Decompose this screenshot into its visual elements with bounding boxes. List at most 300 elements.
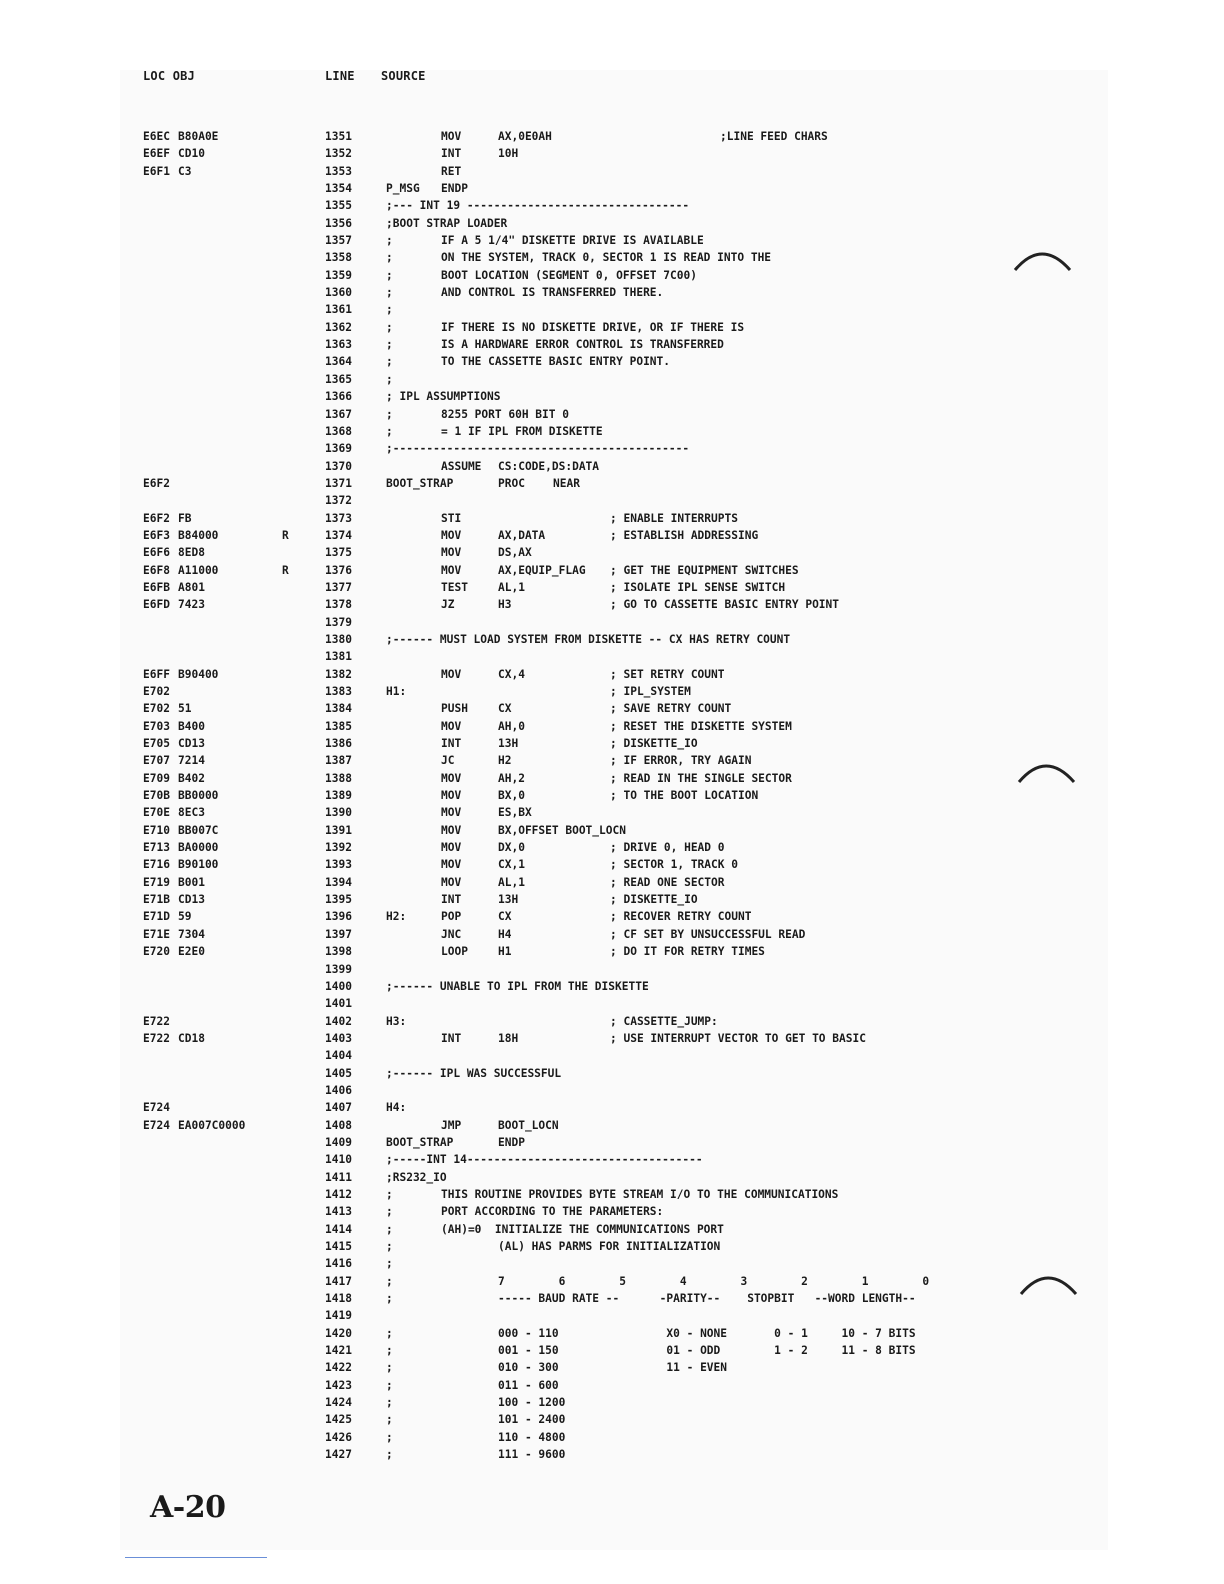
listing-row xyxy=(0,579,1224,596)
page-number: A-20 xyxy=(150,1490,226,1525)
opcode-cell: ON THE SYSTEM, TRACK 0, SECTOR 1 IS READ INTO THE xyxy=(441,251,772,265)
line-number: 1355 xyxy=(325,199,352,213)
comment-line: ;BOOT STRAP LOADER xyxy=(386,216,508,230)
loc-cell: E716 xyxy=(143,858,170,872)
line-number: 1422 xyxy=(325,1361,352,1375)
line-number: 1384 xyxy=(325,702,352,716)
operand-cell: 010 - 300 11 - EVEN xyxy=(498,1361,728,1375)
obj-cell: E2E0 xyxy=(178,945,205,959)
listing-row xyxy=(0,1359,1224,1376)
comment-marker: ; xyxy=(386,1257,393,1271)
comment-marker: ; xyxy=(386,320,393,334)
line-number: 1397 xyxy=(325,927,352,941)
listing-row xyxy=(0,1203,1224,1220)
line-number: 1411 xyxy=(325,1170,352,1184)
loc-cell: E722 xyxy=(143,1014,170,1028)
opcode-cell: INT xyxy=(441,893,462,907)
line-number: 1425 xyxy=(325,1413,352,1427)
line-number: 1393 xyxy=(325,858,352,872)
listing-row xyxy=(0,735,1224,752)
line-number: 1364 xyxy=(325,355,352,369)
opcode-cell: INT xyxy=(441,737,462,751)
line-number: 1375 xyxy=(325,546,352,560)
opcode-cell: IF A 5 1/4" DISKETTE DRIVE IS AVAILABLE xyxy=(441,234,704,248)
listing-row xyxy=(0,1342,1224,1359)
listing-row xyxy=(0,804,1224,821)
opcode-cell: INT xyxy=(441,147,462,161)
line-number: 1380 xyxy=(325,632,352,646)
opcode-cell: IS A HARDWARE ERROR CONTROL IS TRANSFERRED xyxy=(441,338,724,352)
loc-cell: E70E xyxy=(143,806,170,820)
opcode-cell: MOV xyxy=(441,841,462,855)
listing-row xyxy=(0,1307,1224,1324)
line-number: 1361 xyxy=(325,303,352,317)
operand-cell: CS:CODE,DS:DATA xyxy=(498,459,600,473)
loc-cell: E6F2 xyxy=(143,511,170,525)
loc-cell: E6F1 xyxy=(143,164,170,178)
comment-cell: ; CASSETTE_JUMP: xyxy=(610,1014,718,1028)
loc-cell: E6EC xyxy=(143,130,170,143)
comment-cell: ; CF SET BY UNSUCCESSFUL READ xyxy=(610,927,806,941)
obj-cell: B400 xyxy=(178,719,205,733)
line-number: 1394 xyxy=(325,875,352,889)
obj-cell: 7214 xyxy=(178,754,205,768)
listing-row xyxy=(0,1169,1224,1186)
comment-cell: ;LINE FEED CHARS xyxy=(720,130,828,143)
comment-cell: ; IF ERROR, TRY AGAIN xyxy=(610,754,752,768)
line-number: 1373 xyxy=(325,511,352,525)
opcode-cell: BOOT LOCATION (SEGMENT 0, OFFSET 7C00) xyxy=(441,268,697,282)
opcode-cell: MOV xyxy=(441,130,462,143)
obj-cell: EA007C0000 xyxy=(178,1118,246,1132)
listing-row xyxy=(0,1446,1224,1463)
line-number: 1357 xyxy=(325,234,352,248)
comment-line: ;------ UNABLE TO IPL FROM THE DISKETTE xyxy=(386,979,649,993)
loc-cell: E720 xyxy=(143,945,170,959)
listing-row xyxy=(0,978,1224,995)
comment-cell: ; TO THE BOOT LOCATION xyxy=(610,789,759,803)
comment-cell: ; DISKETTE_IO xyxy=(610,737,698,751)
comment-marker: ; xyxy=(386,407,393,421)
operand-cell: BX,OFFSET BOOT_LOCN xyxy=(498,823,626,837)
obj-cell: BA0000 xyxy=(178,841,219,855)
line-number: 1427 xyxy=(325,1448,352,1462)
loc-cell: E71B xyxy=(143,893,170,907)
operand-cell: AL,1 xyxy=(498,875,525,889)
comment-cell: ; IPL_SYSTEM xyxy=(610,685,691,698)
opcode-cell: = 1 IF IPL FROM DISKETTE xyxy=(441,424,603,438)
opcode-cell: MOV xyxy=(441,789,462,803)
line-number: 1363 xyxy=(325,338,352,352)
listing-row xyxy=(0,1221,1224,1238)
comment-marker: ; xyxy=(386,1222,393,1236)
line-number: 1426 xyxy=(325,1430,352,1444)
opcode-cell: INT xyxy=(441,1031,462,1045)
listing-row xyxy=(0,718,1224,735)
opcode-cell: MOV xyxy=(441,875,462,889)
operand-cell: BX,0 xyxy=(498,789,525,803)
line-number: 1385 xyxy=(325,719,352,733)
line-number: 1381 xyxy=(325,650,352,664)
opcode-cell: POP xyxy=(441,910,462,924)
loc-cell: E705 xyxy=(143,737,170,751)
operand-cell: ES,BX xyxy=(498,806,532,820)
obj-cell: 7304 xyxy=(178,927,205,941)
line-number: 1400 xyxy=(325,979,352,993)
obj-cell: CD10 xyxy=(178,147,205,161)
comment-marker: ; xyxy=(386,1274,393,1288)
line-number: 1389 xyxy=(325,789,352,803)
listing-row xyxy=(0,943,1224,960)
opcode-cell: MOV xyxy=(441,806,462,820)
comment-cell: ; RECOVER RETRY COUNT xyxy=(610,910,752,924)
line-number: 1391 xyxy=(325,823,352,837)
opcode-cell: MOV xyxy=(441,667,462,681)
line-number: 1359 xyxy=(325,268,352,282)
listing-row xyxy=(0,683,1224,700)
line-number: 1372 xyxy=(325,494,352,508)
line-number: 1401 xyxy=(325,997,352,1011)
opcode-cell: MOV xyxy=(441,823,462,837)
operand-cell: BOOT_LOCN xyxy=(498,1118,559,1132)
line-number: 1374 xyxy=(325,528,352,542)
opcode-cell: MOV xyxy=(441,528,462,542)
opcode-cell: MOV xyxy=(441,546,462,560)
listing-row xyxy=(0,475,1224,492)
loc-cell: E6F6 xyxy=(143,546,170,560)
comment-line: ;-------------------------------------------- xyxy=(386,442,690,456)
operand-cell: DX,0 xyxy=(498,841,525,855)
listing-row xyxy=(0,1325,1224,1342)
line-number: 1399 xyxy=(325,962,352,976)
loc-cell: E6EF xyxy=(143,147,170,161)
operand-cell: 001 - 150 01 - ODD 1 - 2 11 - 8 BITS xyxy=(498,1344,916,1358)
listing-row xyxy=(0,822,1224,839)
operand-cell: 7 6 5 4 3 2 1 0 xyxy=(498,1274,930,1288)
loc-cell: E722 xyxy=(143,1031,170,1045)
listing-row xyxy=(0,458,1224,475)
opcode-cell: JMP xyxy=(441,1118,462,1132)
assembly-listing xyxy=(0,128,1224,1463)
comment-marker: ; xyxy=(386,1378,393,1392)
opcode-cell: 8255 PORT 60H BIT 0 xyxy=(441,407,569,421)
operand-cell: 101 - 2400 xyxy=(498,1413,566,1427)
line-number: 1402 xyxy=(325,1014,352,1028)
operand-cell: (AL) HAS PARMS FOR INITIALIZATION xyxy=(498,1240,721,1253)
comment-marker: ; xyxy=(386,355,393,369)
operand-cell: DS,AX xyxy=(498,546,532,560)
comment-line: ;RS232_IO xyxy=(386,1170,447,1184)
operand-cell: H4 xyxy=(498,927,512,941)
line-number: 1356 xyxy=(325,216,352,230)
listing-row xyxy=(0,1047,1224,1064)
line-number: 1369 xyxy=(325,442,352,456)
opcode-cell: AND CONTROL IS TRANSFERRED THERE. xyxy=(441,286,664,300)
opcode-cell: PUSH xyxy=(441,702,468,716)
listing-row xyxy=(0,961,1224,978)
listing-row xyxy=(0,1134,1224,1151)
comment-marker: ; xyxy=(386,338,393,352)
listing-row xyxy=(0,1117,1224,1134)
operand-cell: H2 xyxy=(498,754,512,768)
comment-cell: ; READ ONE SECTOR xyxy=(610,875,725,889)
listing-row xyxy=(0,145,1224,162)
loc-cell: E71D xyxy=(143,910,170,924)
line-number: 1387 xyxy=(325,754,352,768)
loc-cell: E6FD xyxy=(143,598,170,612)
opcode-cell: JZ xyxy=(441,598,455,612)
listing-row xyxy=(0,1411,1224,1428)
listing-row xyxy=(0,423,1224,440)
column-header-line: LINE xyxy=(325,69,355,83)
opcode-cell: (AH)=0 INITIALIZE THE COMMUNICATIONS PORT xyxy=(441,1222,724,1236)
obj-cell: 59 xyxy=(178,910,192,924)
operand-cell: H1 xyxy=(498,945,512,959)
line-number: 1351 xyxy=(325,130,352,143)
line-number: 1370 xyxy=(325,459,352,473)
comment-marker: ; xyxy=(386,1187,393,1201)
opcode-cell: TEST xyxy=(441,580,468,594)
opcode-cell: PORT ACCORDING TO THE PARAMETERS: xyxy=(441,1205,664,1219)
opcode-cell: JNC xyxy=(441,927,462,941)
loc-cell: E6F8 xyxy=(143,563,170,577)
comment-cell: ; USE INTERRUPT VECTOR TO GET TO BASIC xyxy=(610,1031,866,1045)
opcode-cell: ASSUME xyxy=(441,459,482,473)
line-number: 1378 xyxy=(325,598,352,612)
operand-cell: 110 - 4800 xyxy=(498,1430,566,1444)
line-number: 1418 xyxy=(325,1292,352,1306)
line-number: 1352 xyxy=(325,147,352,161)
comment-cell: ; RESET THE DISKETTE SYSTEM xyxy=(610,719,792,733)
opcode-cell: STI xyxy=(441,511,462,525)
comment-marker: ; xyxy=(386,268,393,282)
operand-cell: PROC xyxy=(498,476,525,490)
loc-cell: E724 xyxy=(143,1118,170,1132)
label-cell: H1: xyxy=(386,685,407,698)
comment-marker: ; xyxy=(386,251,393,265)
line-number: 1395 xyxy=(325,893,352,907)
line-number: 1358 xyxy=(325,251,352,265)
comment-line: ;-----INT 14----------------------------------- xyxy=(386,1153,703,1167)
listing-row xyxy=(0,197,1224,214)
line-number: 1415 xyxy=(325,1240,352,1253)
comment-marker: ; xyxy=(386,372,393,386)
opcode-cell: MOV xyxy=(441,858,462,872)
listing-row xyxy=(0,891,1224,908)
loc-cell: E6FF xyxy=(143,667,170,681)
comment-cell: ; SAVE RETRY COUNT xyxy=(610,702,732,716)
line-number: 1414 xyxy=(325,1222,352,1236)
operand-cell: AL,1 xyxy=(498,580,525,594)
loc-cell: E710 xyxy=(143,823,170,837)
comment-cell: ; SECTOR 1, TRACK 0 xyxy=(610,858,738,872)
comment-cell: ; DISKETTE_IO xyxy=(610,893,698,907)
column-header-loc-obj: LOC OBJ xyxy=(143,69,195,83)
comment-cell: ; SET RETRY COUNT xyxy=(610,667,725,681)
comment-line: ;--- INT 19 --------------------------------- xyxy=(386,199,690,213)
line-number: 1420 xyxy=(325,1326,352,1340)
relocation-flag: R xyxy=(282,528,289,542)
listing-row xyxy=(0,1377,1224,1394)
loc-cell: E713 xyxy=(143,841,170,855)
line-number: 1367 xyxy=(325,407,352,421)
listing-row xyxy=(0,1065,1224,1082)
line-number: 1388 xyxy=(325,771,352,785)
loc-cell: E6F2 xyxy=(143,476,170,490)
listing-row xyxy=(0,284,1224,301)
line-number: 1398 xyxy=(325,945,352,959)
line-number: 1421 xyxy=(325,1344,352,1358)
obj-cell: 7423 xyxy=(178,598,205,612)
operand-cell: H3 xyxy=(498,598,512,612)
operand-cell: CX,4 xyxy=(498,667,525,681)
listing-row xyxy=(0,163,1224,180)
listing-row xyxy=(0,1013,1224,1030)
obj-cell: 8EC3 xyxy=(178,806,205,820)
listing-row xyxy=(0,995,1224,1012)
punch-hole-mark-bottom xyxy=(1018,1268,1078,1298)
listing-row xyxy=(0,631,1224,648)
line-number: 1419 xyxy=(325,1309,352,1323)
obj-cell: B402 xyxy=(178,771,205,785)
listing-row xyxy=(0,1082,1224,1099)
listing-row xyxy=(0,856,1224,873)
line-number: 1404 xyxy=(325,1049,352,1063)
line-number: 1413 xyxy=(325,1205,352,1219)
obj-cell: A801 xyxy=(178,580,205,594)
listing-row xyxy=(0,336,1224,353)
obj-cell: CD13 xyxy=(178,893,205,907)
comment-marker: ; xyxy=(386,1361,393,1375)
operand-cell: ENDP xyxy=(441,182,468,196)
line-number: 1396 xyxy=(325,910,352,924)
operand-cell: 13H xyxy=(498,893,519,907)
operand-cell: 000 - 110 X0 - NONE 0 - 1 10 - 7 BITS xyxy=(498,1326,916,1340)
label-cell: H2: xyxy=(386,910,407,924)
loc-cell: E702 xyxy=(143,702,170,716)
label-cell: BOOT_STRAP xyxy=(386,476,454,490)
obj-cell: 51 xyxy=(178,702,192,716)
opcode-cell: LOOP xyxy=(441,945,468,959)
operand-cell: 111 - 9600 xyxy=(498,1448,566,1462)
line-number: 1407 xyxy=(325,1101,352,1115)
label-cell: H3: xyxy=(386,1014,407,1028)
obj-cell: BB0000 xyxy=(178,789,219,803)
line-number: 1409 xyxy=(325,1135,352,1149)
obj-cell: CD18 xyxy=(178,1031,205,1045)
loc-cell: E702 xyxy=(143,685,170,698)
operand-cell: 10H xyxy=(498,147,519,161)
listing-row xyxy=(0,527,1224,544)
loc-cell: E707 xyxy=(143,754,170,768)
line-number: 1365 xyxy=(325,372,352,386)
listing-row xyxy=(0,180,1224,197)
loc-cell: E71E xyxy=(143,927,170,941)
line-number: 1405 xyxy=(325,1066,352,1080)
comment-marker: ; xyxy=(386,1344,393,1358)
listing-row xyxy=(0,908,1224,925)
listing-row xyxy=(0,787,1224,804)
obj-cell: FB xyxy=(178,511,192,525)
line-number: 1383 xyxy=(325,685,352,698)
comment-cell: ; DRIVE 0, HEAD 0 xyxy=(610,841,725,855)
opcode-cell: IF THERE IS NO DISKETTE DRIVE, OR IF THERE IS xyxy=(441,320,745,334)
relocation-flag: R xyxy=(282,563,289,577)
comment-line: ;------ IPL WAS SUCCESSFUL xyxy=(386,1066,562,1080)
loc-cell: E6FB xyxy=(143,580,170,594)
line-number: 1416 xyxy=(325,1257,352,1271)
operand-cell: CX xyxy=(498,702,512,716)
listing-row xyxy=(0,1238,1224,1255)
listing-row xyxy=(0,215,1224,232)
loc-cell: E703 xyxy=(143,719,170,733)
line-number: 1412 xyxy=(325,1187,352,1201)
line-number: 1379 xyxy=(325,615,352,629)
obj-cell: BB007C xyxy=(178,823,219,837)
column-header-source: SOURCE xyxy=(381,69,426,83)
listing-row xyxy=(0,926,1224,943)
comment-marker: ; xyxy=(386,1326,393,1340)
opcode-cell: JC xyxy=(441,754,455,768)
comment-cell: ; ENABLE INTERRUPTS xyxy=(610,511,738,525)
line-number: 1403 xyxy=(325,1031,352,1045)
listing-row xyxy=(0,319,1224,336)
obj-cell: 8ED8 xyxy=(178,546,205,560)
operand-cell: AX,DATA xyxy=(498,528,546,542)
listing-row xyxy=(0,562,1224,579)
comment-cell: ; ISOLATE IPL SENSE SWITCH xyxy=(610,580,786,594)
line-number: 1382 xyxy=(325,667,352,681)
loc-cell: E724 xyxy=(143,1101,170,1115)
obj-cell: B001 xyxy=(178,875,205,889)
comment-marker: ; xyxy=(386,1292,393,1306)
obj-cell: C3 xyxy=(178,164,192,178)
operand-cell: AH,0 xyxy=(498,719,525,733)
line-number: 1366 xyxy=(325,390,352,404)
comment-marker: ; xyxy=(386,1396,393,1410)
comment-cell: ; ESTABLISH ADDRESSING xyxy=(610,528,759,542)
listing-row xyxy=(0,440,1224,457)
listing-row xyxy=(0,1186,1224,1203)
bottom-rule xyxy=(125,1557,267,1558)
comment-cell: ; READ IN THE SINGLE SECTOR xyxy=(610,771,792,785)
loc-cell: E709 xyxy=(143,771,170,785)
operand-cell: AX,EQUIP_FLAG xyxy=(498,563,586,577)
comment-marker: ; xyxy=(386,1240,393,1253)
listing-row xyxy=(0,544,1224,561)
line-number: 1386 xyxy=(325,737,352,751)
listing-row xyxy=(0,353,1224,370)
loc-cell: E6F3 xyxy=(143,528,170,542)
line-number: 1354 xyxy=(325,182,352,196)
obj-cell: A11000 xyxy=(178,563,219,577)
comment-marker: ; xyxy=(386,1413,393,1427)
comment-cell: ; DO IT FOR RETRY TIMES xyxy=(610,945,765,959)
line-number: 1353 xyxy=(325,164,352,178)
comment-marker: ; xyxy=(386,1448,393,1462)
listing-row xyxy=(0,388,1224,405)
line-number: 1390 xyxy=(325,806,352,820)
line-number: 1371 xyxy=(325,476,352,490)
listing-row xyxy=(0,1030,1224,1047)
operand-cell: NEAR xyxy=(553,476,580,490)
comment-line: ; IPL ASSUMPTIONS xyxy=(386,390,501,404)
listing-row xyxy=(0,839,1224,856)
operand-cell: 011 - 600 xyxy=(498,1378,559,1392)
listing-row xyxy=(0,406,1224,423)
listing-row xyxy=(0,648,1224,665)
loc-cell: E70B xyxy=(143,789,170,803)
